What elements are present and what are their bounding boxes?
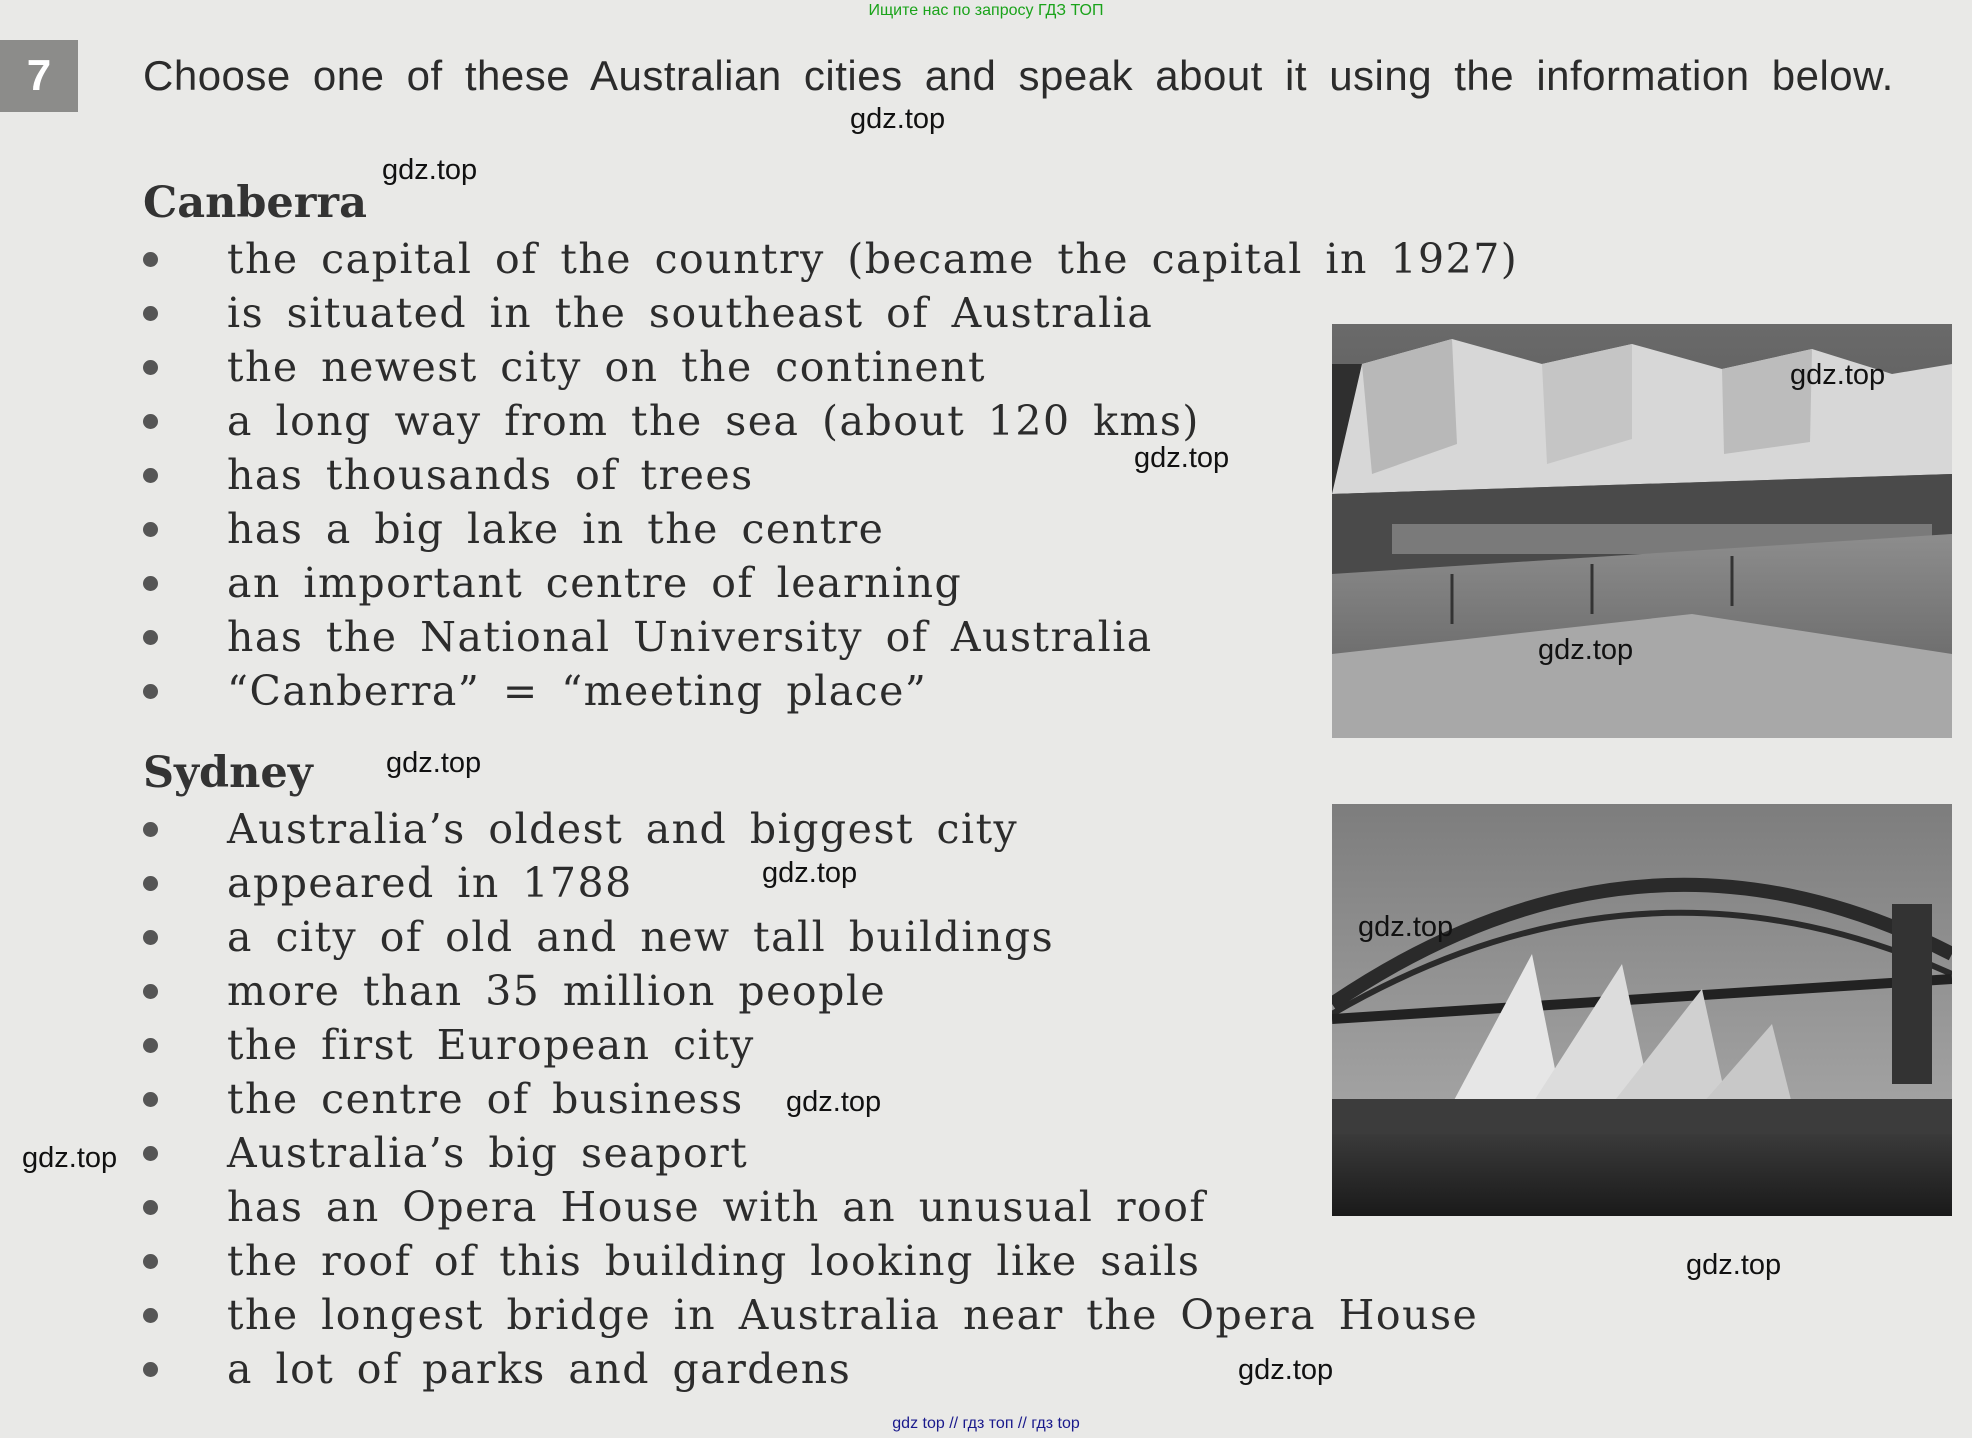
top-banner[interactable]: Ищите нас по запросу ГДЗ ТОП — [868, 2, 1104, 19]
fact-text: Australia’s big seaport — [227, 1129, 749, 1177]
fact-text: has a big lake in the centre — [227, 505, 885, 553]
bullet-icon — [143, 468, 158, 483]
fact-text: a city of old and new tall buildings — [227, 913, 1055, 961]
fact-text: appeared in 1788 — [227, 859, 633, 907]
sydney-opera-house-photo — [1332, 804, 1952, 1216]
bullet-icon — [143, 1308, 158, 1323]
watermark-text: gdz.top — [1238, 1354, 1334, 1386]
watermark-text: gdz.top — [850, 103, 946, 135]
fact-text: Australia’s oldest and biggest city — [227, 805, 1019, 853]
fact-text: is situated in the southeast of Australia — [227, 289, 1154, 337]
bullet-icon — [143, 822, 158, 837]
bullet-icon — [143, 630, 158, 645]
fact-text: has an Opera House with an unusual roof — [227, 1183, 1207, 1231]
bullet-icon — [143, 1146, 158, 1161]
fact-text: the capital of the country (became the capital in 1927) — [227, 235, 1519, 283]
fact-text: an important centre of learning — [227, 559, 963, 607]
bullet-icon — [143, 984, 158, 999]
fact-text: the longest bridge in Australia near the Opera House — [227, 1291, 1479, 1339]
canberra-heading: Canberra — [143, 178, 367, 228]
exercise-number-badge: 7 — [0, 40, 78, 112]
bullet-icon — [143, 1092, 158, 1107]
exercise-instruction: Choose one of these Australian cities and speak about it using the information below. — [143, 52, 1894, 99]
fact-text: a lot of parks and gardens — [227, 1345, 852, 1393]
fact-text: the centre of business — [227, 1075, 744, 1123]
watermark-text: gdz.top — [1134, 442, 1230, 474]
bullet-icon — [143, 306, 158, 321]
bullet-icon — [143, 414, 158, 429]
fact-text: “Canberra” = “meeting place” — [227, 667, 928, 715]
watermark-text: gdz.top — [1790, 359, 1886, 391]
bullet-icon — [143, 1362, 158, 1377]
sydney-heading: Sydney — [143, 748, 313, 798]
watermark-text: gdz.top — [382, 154, 478, 186]
bullet-icon — [143, 684, 158, 699]
watermark-text: gdz.top — [22, 1142, 118, 1174]
fact-text: the roof of this building looking like sails — [227, 1237, 1201, 1285]
list-item — [143, 1288, 1593, 1342]
bullet-icon — [143, 1254, 158, 1269]
watermark-text: gdz.top — [786, 1086, 882, 1118]
list-item — [143, 232, 1593, 286]
watermark-text: gdz.top — [386, 747, 482, 779]
list-item — [143, 1234, 1593, 1288]
bullet-icon — [143, 360, 158, 375]
watermark-text: gdz.top — [1358, 911, 1454, 943]
list-item — [143, 1342, 1593, 1396]
fact-text: has thousands of trees — [227, 451, 754, 499]
fact-text: the newest city on the continent — [227, 343, 986, 391]
bullet-icon — [143, 876, 158, 891]
fact-text: the first European city — [227, 1021, 755, 1069]
bullet-icon — [143, 1200, 158, 1215]
watermark-text: gdz.top — [1686, 1249, 1782, 1281]
bullet-icon — [143, 522, 158, 537]
bottom-banner[interactable]: gdz top // гдз топ // гдз top — [892, 1415, 1080, 1432]
watermark-text: gdz.top — [1538, 634, 1634, 666]
bullet-icon — [143, 252, 158, 267]
bullet-icon — [143, 930, 158, 945]
bullet-icon — [143, 1038, 158, 1053]
bullet-icon — [143, 576, 158, 591]
watermark-text: gdz.top — [762, 857, 858, 889]
fact-text: has the National University of Australia — [227, 613, 1153, 661]
fact-text: more than 35 million people — [227, 967, 887, 1015]
fact-text: a long way from the sea (about 120 kms) — [227, 397, 1200, 445]
